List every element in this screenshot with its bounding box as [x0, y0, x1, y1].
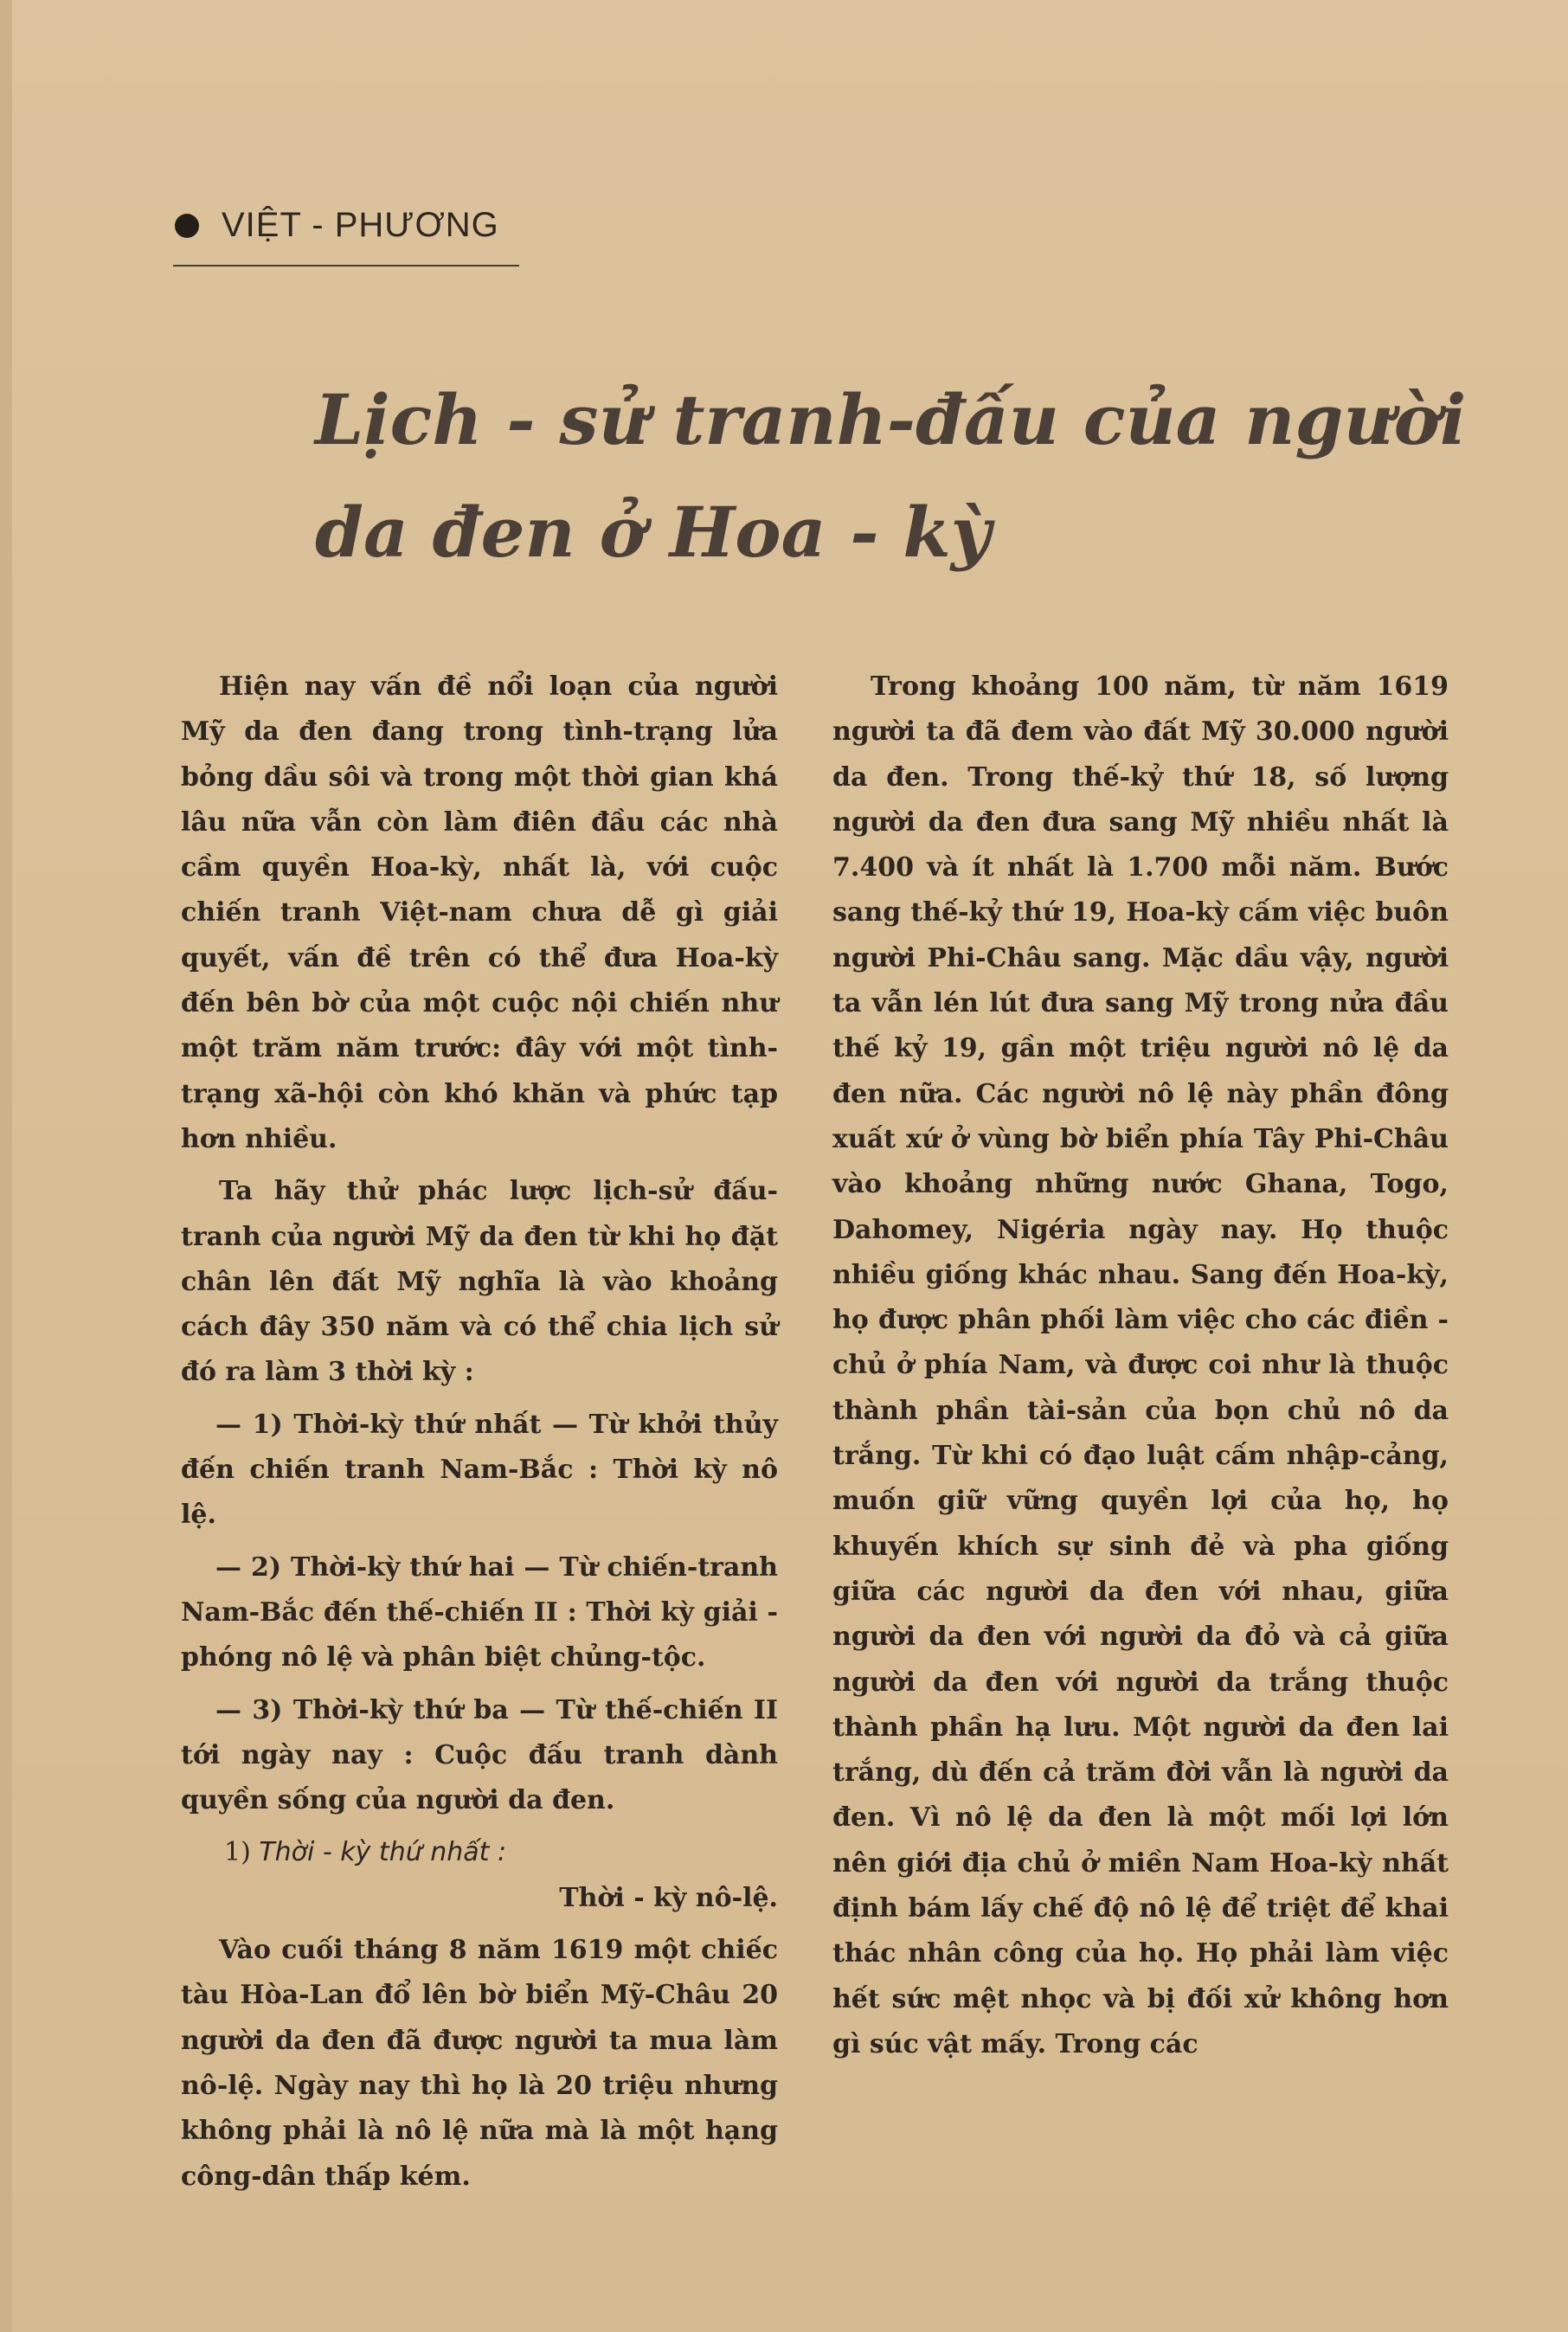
- author-underline: [173, 265, 519, 267]
- article-title: Lịch - sử tranh-đấu của người da đen ở Hoa - kỳ: [315, 379, 1467, 573]
- paragraph-intro: Hiện nay vấn đề nổi loạn của người Mỹ da đen đang trong tình-trạng lửa bỏng dầu sôi và trong một thời gian khá lâu nữa vẫn còn làm điên đầu các nhà cầm quyền Hoa-kỳ, nhất là, với cuộc chiến tranh Việt-nam chưa dễ gì giải quyết, vấn đề trên có thể đưa Hoa-kỳ đến bên bờ của một cuộc nội chiến như một trăm năm trước: đây với một tình-trạng xã-hội còn khó khăn và phức tạp hơn nhiều.: [181, 671, 778, 1154]
- author-name: VIỆT - PHƯƠNG: [222, 206, 499, 244]
- section-heading: [181, 1830, 778, 1921]
- paragraph-slave-trade: Trong khoảng 100 năm, từ năm 1619 người ta đã đem vào đất Mỹ 30.000 người da đen. Trong thế-kỷ thứ 18, số lượng người da đen đưa sang Mỹ nhiều nhất là 7.400 và ít nhất là 1.700 mỗi năm. Bước sang thế-kỷ thứ 19, Hoa-kỳ cấm việc buôn người Phi-Châu sang. Mặc dầu vậy, người ta vẫn lén lút đưa sang Mỹ trong nửa đầu thế kỷ 19, gần một triệu người nô lệ da đen nữa. Các người nô lệ này phần đông xuất xứ ở vùng bờ biển phía Tây Phi-Châu vào khoảng những nước Ghana, Togo, Dahomey, Nigéria ngày nay. Họ thuộc nhiều giống khác nhau. Sang đến Hoa-kỳ, họ được phân phối làm việc cho các điền - chủ ở phía Nam, và được coi như là thuộc thành phần tài-sản của bọn chủ nô da trắng. Từ khi có đạo luật cấm nhập-cảng, muốn giữ vững quyền lợi của họ, họ khuyến khích sự sinh đẻ và pha giống giữa các người da đen với nhau, giữa người da đen với người da đỏ và cả giữa người da đen với người da trắng thuộc thành phần hạ lưu. Một người da đen lai trắng, dù đến cả trăm đời vẫn là người da đen. Vì nô lệ da đen là một mối lợi lớn nên giới địa chủ ở miền Nam Hoa-kỳ nhất định bám lấy chế độ nô lệ để triệt để khai thác nhân công của họ. Họ phải làm việc hết sức mệt nhọc và bị đối xử không hơn gì súc vật mấy. Trong các: [832, 671, 1449, 2059]
- paragraph-1619: Vào cuối tháng 8 năm 1619 một chiếc tàu Hòa-Lan đổ lên bờ biển Mỹ-Châu 20 người da đen đã được người ta mua làm nô-lệ. Ngày nay thì họ là 20 triệu nhưng không phải là nô lệ nữa mà là một hạng công-dân thấp kém.: [181, 1935, 778, 2192]
- paragraph-periods: Ta hãy thử phác lược lịch-sử đấu-tranh của người Mỹ da đen từ khi họ đặt chân lên đất Mỹ nghĩa là vào khoảng cách đây 350 năm và có thể chia lịch sử đó ra làm 3 thời kỳ :: [181, 1176, 778, 1388]
- section-name: Thời - kỳ nô-lệ.: [559, 1882, 778, 1913]
- period-item-2: — 2) Thời-kỳ thứ hai — Từ chiến-tranh Nam-Bắc đến thế-chiến II : Thời kỳ giải - phóng nô lệ và phân biệt chủng-tộc.: [181, 1551, 778, 1674]
- bullet-icon: [175, 214, 199, 238]
- period-item-3: — 3) Thời-kỳ thứ ba — Từ thế-chiến II tới ngày nay : Cuộc đấu tranh dành quyền sống của người da đen.: [181, 1694, 778, 1816]
- section-number: 1): [224, 1837, 251, 1868]
- section-label: Thời - kỳ thứ nhất :: [259, 1837, 507, 1868]
- author-byline: [175, 206, 499, 245]
- period-item-1: — 1) Thời-kỳ thứ nhất — Từ khởi thủy đến chiến tranh Nam-Bắc : Thời kỳ nô lệ.: [181, 1409, 778, 1531]
- right-column: [832, 665, 1449, 2074]
- left-column: [181, 665, 778, 2207]
